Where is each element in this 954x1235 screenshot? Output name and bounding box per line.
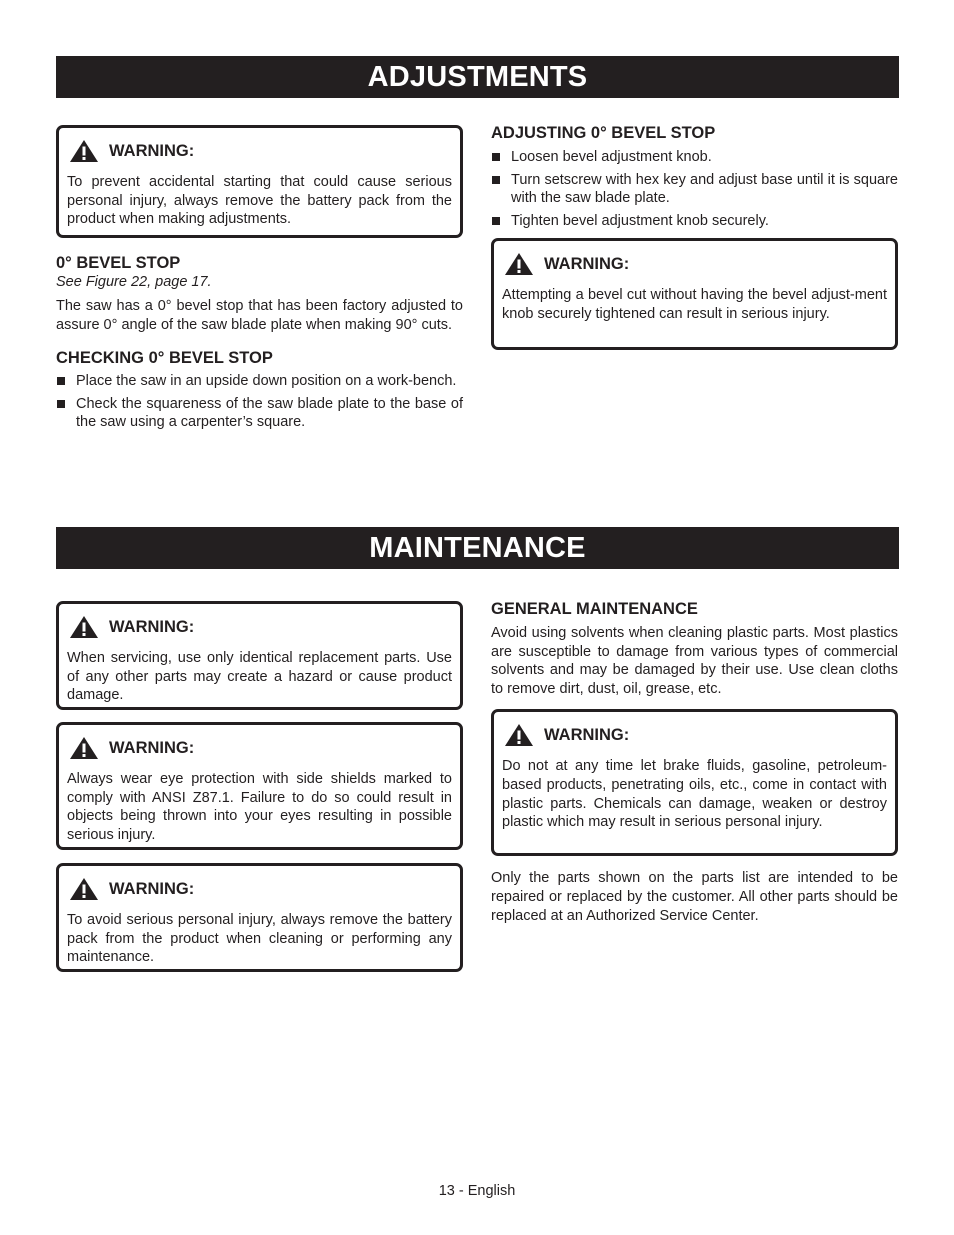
warning-box <box>56 125 463 238</box>
bevel-stop-section <box>56 253 463 334</box>
list-item: Check the squareness of the saw blade plate to the base of the saw using a carpenter’s square. <box>56 395 463 432</box>
adjustments-banner <box>56 56 899 98</box>
maintenance-banner <box>56 527 899 569</box>
warning-label: WARNING: <box>544 254 630 273</box>
list-item: Place the saw in an upside down position on a work-bench. <box>56 372 463 391</box>
warning-label: WARNING: <box>544 725 630 744</box>
square-bullet-icon <box>492 217 500 225</box>
general-maintenance-heading: GENERAL MAINTENANCE <box>491 600 698 618</box>
warning-triangle-icon <box>69 877 99 901</box>
warning-text: To prevent accidental starting that could cause serious personal injury, always remove the battery pack from the product when making adjustments. <box>67 174 452 228</box>
warning-box <box>56 722 463 850</box>
warning-triangle-icon <box>69 139 99 163</box>
warning-text: Attempting a bevel cut without having the bevel adjust-ment knob securely tightened can result in serious injury. <box>502 287 887 322</box>
adjustments-left-column <box>56 125 463 436</box>
maintenance-left-column <box>56 601 463 972</box>
adjusting-list <box>491 148 898 230</box>
warning-box <box>491 238 898 350</box>
page-footer <box>0 1183 954 1199</box>
checking-section <box>56 348 463 432</box>
maintenance-right-column <box>491 599 898 925</box>
bevel-stop-text: The saw has a 0° bevel stop that has been factory adjusted to assure 0° angle of the saw blade plate when making 90° cuts. <box>56 298 463 333</box>
adjustments-right-column <box>491 123 898 350</box>
warning-box <box>56 601 463 710</box>
maintenance-title: MAINTENANCE <box>369 531 586 564</box>
warning-triangle-icon <box>504 252 534 276</box>
warning-header <box>69 139 452 163</box>
square-bullet-icon <box>492 153 500 161</box>
adjustments-title: ADJUSTMENTS <box>367 60 588 93</box>
warning-label: WARNING: <box>109 879 195 898</box>
warning-label: WARNING: <box>109 617 195 636</box>
warning-label: WARNING: <box>109 738 195 757</box>
checking-list <box>56 372 463 432</box>
warning-label: WARNING: <box>109 141 195 160</box>
general-maintenance-text: Avoid using solvents when cleaning plastic parts. Most plastics are susceptible to damage from various types of commercial solvents and may be damaged by their use. Use clean cloths to remove dirt, dust, oil, grease, etc. <box>491 625 898 697</box>
warning-box <box>491 709 898 856</box>
list-item: Tighten bevel adjustment knob securely. <box>491 212 898 231</box>
warning-triangle-icon <box>504 723 534 747</box>
warning-text: Always wear eye protection with side shields marked to comply with ANSI Z87.1. Failure to do so could result in objects being thrown into your eyes resulting in possible serious injury. <box>67 771 452 843</box>
warning-header <box>504 723 887 747</box>
list-item: Loosen bevel adjustment knob. <box>491 148 898 167</box>
warning-header <box>504 252 887 276</box>
figure-reference: See Figure 22, page 17. <box>56 274 212 290</box>
square-bullet-icon <box>57 400 65 408</box>
list-item: Turn setscrew with hex key and adjust base until it is square with the saw blade plate. <box>491 171 898 208</box>
parts-note: Only the parts shown on the parts list are intended to be repaired or replaced by the customer. All other parts should be replaced at an Authorized Service Center. <box>491 870 898 924</box>
warning-text: When servicing, use only identical replacement parts. Use of any other parts may create a hazard or cause product damage. <box>67 650 452 704</box>
square-bullet-icon <box>57 377 65 385</box>
square-bullet-icon <box>492 176 500 184</box>
warning-header <box>69 877 452 901</box>
warning-triangle-icon <box>69 615 99 639</box>
bevel-stop-heading: 0° BEVEL STOP <box>56 254 181 272</box>
page-number: 13 - English <box>438 1183 516 1199</box>
warning-header <box>69 615 452 639</box>
warning-text: Do not at any time let brake fluids, gasoline, petroleum-based products, penetrating oils, etc., come in contact with plastic parts. Chemicals can damage, weaken or destroy plastic which may result in serious personal injury. <box>502 758 887 831</box>
warning-box <box>56 863 463 972</box>
warning-text: To avoid serious personal injury, always remove the battery pack from the product when cleaning or performing any maintenance. <box>67 912 452 966</box>
warning-header <box>69 736 452 760</box>
checking-heading: CHECKING 0° BEVEL STOP <box>56 349 273 368</box>
adjusting-heading: ADJUSTING 0° BEVEL STOP <box>491 124 716 142</box>
warning-triangle-icon <box>69 736 99 760</box>
